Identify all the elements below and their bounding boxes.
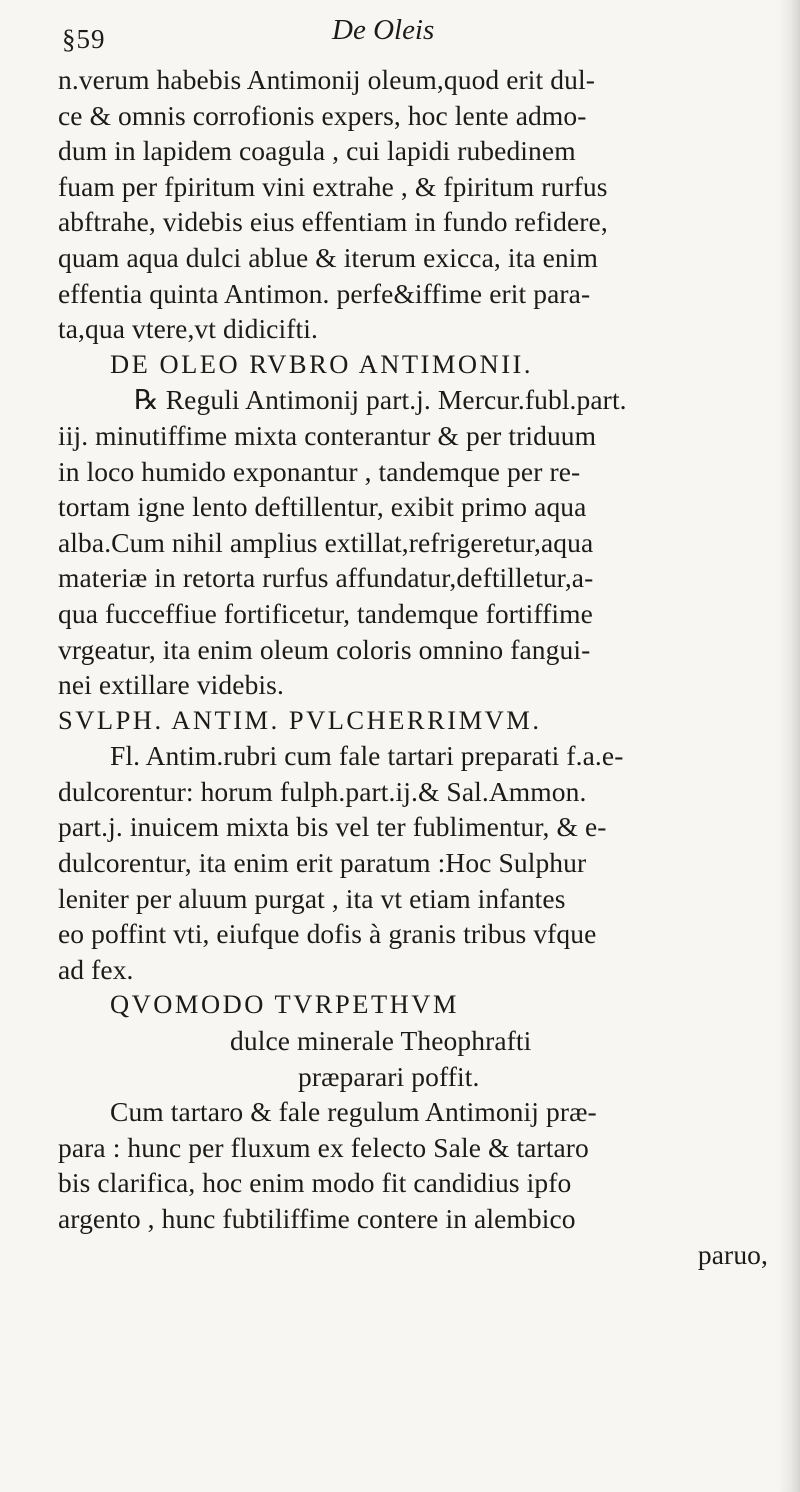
section-heading: SVLPH. ANTIM. PVLCHERRIMVM. [58, 704, 542, 735]
text-line: qua fucceffiue fortificetur, tandemque fortiffime [58, 597, 593, 629]
recipe-first-line: Cum tartaro & fale regulum Antimonij præ- [110, 1096, 597, 1128]
text-line: ce & omnis corrofionis expers, hoc lente admo- [58, 99, 587, 131]
recipe-first-line: ℞ Reguli Antimonij part.j. Mercur.fubl.part. [134, 384, 627, 416]
text-line: dulcorentur: horum fulph.part.ij.& Sal.Ammon. [58, 775, 587, 807]
text-line: eo poffint vti, eiufque dofis à granis tribus vfque [58, 918, 597, 950]
catchword: paruo, [697, 1238, 768, 1270]
text-line: iij. minutiffime mixta conterantur & per triduum [58, 419, 597, 451]
section-subheading: dulce minerale Theophrafti [230, 1025, 532, 1057]
page-header [0, 10, 800, 60]
text-line: bis clarifica, hoc enim modo fit candidius ipfo [58, 1167, 572, 1199]
page-edge-shadow [778, 0, 800, 1492]
text-line: abftrahe, videbis eius effentiam in fundo refidere, [58, 206, 608, 238]
text-line: effentia quinta Antimon. perfe&iffime erit para- [58, 277, 591, 309]
text-line: n.verum habebis Antimonij oleum,quod erit dul- [58, 64, 595, 95]
text-line: leniter per aluum purgat , ita vt etiam infantes [58, 882, 566, 914]
section-subheading: præparari poffit. [298, 1060, 480, 1092]
text-line: para : hunc per fluxum ex felecto Sale & tartaro [58, 1131, 589, 1163]
text-line: nei extillare videbis. [58, 669, 284, 701]
text-line: dulcorentur, ita enim erit paratum :Hoc Sulphur [58, 847, 587, 879]
body-text [58, 62, 776, 1272]
section-heading: QVOMODO TVRPETHVM [110, 989, 459, 1020]
text-line: in loco humido exponantur , tandemque per re- [58, 455, 581, 487]
text-line: part.j. inuicem mixta bis vel ter fublimentur, & e- [58, 811, 607, 843]
running-head: De Oleis [332, 14, 435, 46]
text-line: vrgeatur, ita enim oleum coloris omnino fangui- [58, 633, 591, 665]
text-line: ad fex. [58, 953, 134, 985]
text-line: materiæ in retorta rurfus affundatur,deftilletur,a- [58, 562, 594, 594]
text-line: ta,qua vtere,vt didicifti. [58, 313, 318, 345]
text-line: fuam per fpiritum vini extrahe , & fpiritum rurfus [58, 170, 608, 202]
text-line: tortam igne lento deftillentur, exibit primo aqua [58, 491, 587, 523]
text-line: argento , hunc fubtiliffime contere in alembico [58, 1203, 576, 1234]
text-line: quam aqua dulci ablue & iterum exicca, ita enim [58, 241, 598, 273]
text-line: alba.Cum nihil amplius extillat,refrigeretur,aqua [58, 526, 594, 558]
recipe-first-line: Fl. Antim.rubri cum fale tartari preparati f.a.e- [110, 740, 624, 772]
text-line: dum in lapidem coagula , cui lapidi rubedinem [58, 135, 576, 167]
section-heading: DE OLEO RVBRO ANTIMONII. [110, 348, 533, 379]
page-number: §59 [62, 24, 106, 54]
